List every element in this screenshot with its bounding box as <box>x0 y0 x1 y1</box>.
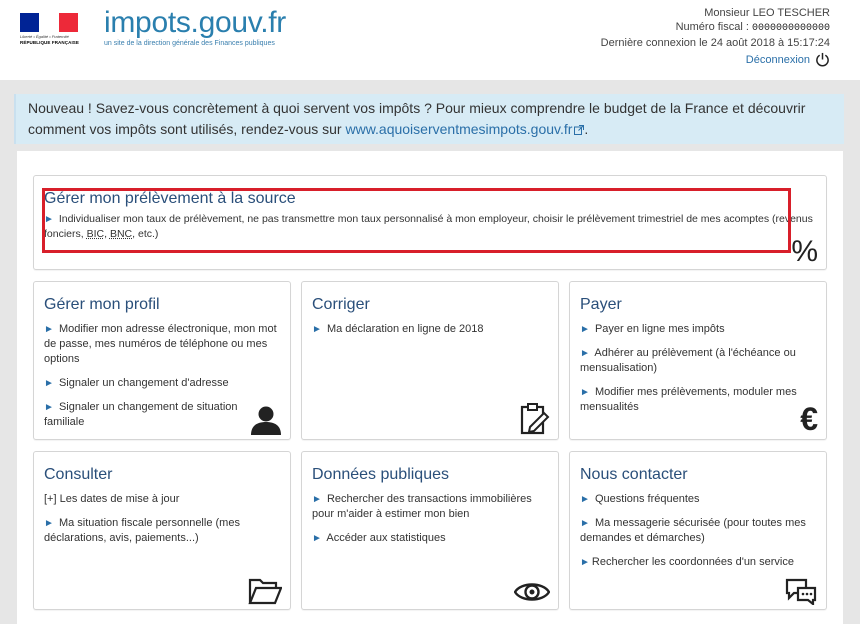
card-link[interactable]: ► Signaler un changement d'adresse <box>44 377 229 389</box>
card-title[interactable]: Consulter <box>44 466 113 483</box>
card-link[interactable]: [+] Les dates de mise à jour <box>44 493 180 505</box>
abbr-bic: BIC <box>86 228 105 240</box>
fiscal-value: 0000000000000 <box>751 23 830 34</box>
brand[interactable] <box>104 6 286 47</box>
user-icon <box>250 405 282 435</box>
arrow-icon: ► <box>44 324 54 335</box>
power-icon <box>815 52 830 67</box>
card-link[interactable]: ► Ma messagerie sécurisée (pour toutes mes demandes et démarches) <box>580 517 806 544</box>
banner-text: Nouveau ! Savez-vous concrètement à quoi servent vos impôts ? Pour mieux comprendre le budget de la France et découvrir comment vos impôts sont utilisés, rendez-vous sur <box>28 100 806 137</box>
logout-label: Déconnexion <box>745 53 810 66</box>
percent-icon: % <box>791 235 818 268</box>
card-title[interactable]: Payer <box>580 296 622 313</box>
card-link[interactable]: ► Individualiser mon taux de prélèvement, ne pas transmettre mon taux personnalisé à mon employeur, choisir le prélèvement trimestriel de mes acomptes (revenus fonciers, BIC, BNC, etc.) <box>44 213 813 240</box>
banner-tail: . <box>584 121 589 137</box>
arrow-icon: ► <box>312 494 322 505</box>
arrow-icon: ► <box>312 324 322 335</box>
info-banner <box>14 94 844 144</box>
arrow-icon: ► <box>580 518 590 529</box>
user-name: Monsieur LEO TESCHER <box>704 7 830 19</box>
card-link[interactable]: ► Ma situation fiscale personnelle (mes déclarations, avis, paiements...) <box>44 517 240 544</box>
card-title[interactable]: Données publiques <box>312 466 449 483</box>
brand-subtitle: un site de la direction générale des Finances publiques <box>104 40 275 47</box>
euro-icon: € <box>800 401 818 437</box>
clipboard-edit-icon <box>520 403 550 435</box>
user-info <box>601 6 830 67</box>
card-link[interactable]: ► Accéder aux statistiques <box>312 532 446 544</box>
logout-link[interactable] <box>746 52 830 67</box>
card-link[interactable]: ► Adhérer au prélèvement (à l'échéance ou mensualisation) <box>580 347 796 374</box>
card-link[interactable]: ► Payer en ligne mes impôts <box>580 323 725 335</box>
card-payer[interactable] <box>569 281 827 440</box>
card-consulter[interactable] <box>33 451 291 610</box>
card-donnees-publiques[interactable] <box>301 451 559 610</box>
gov-name: RÉPUBLIQUE FRANÇAISE <box>20 40 80 45</box>
card-link[interactable]: ► Rechercher des transactions immobilières pour m'aider à estimer mon bien <box>312 493 532 520</box>
arrow-icon: ► <box>44 518 54 529</box>
abbr-bnc: BNC <box>109 228 133 240</box>
fiscal-label: Numéro fiscal : <box>675 21 749 33</box>
banner-link[interactable]: www.aquoiserventmesimpots.gouv.fr <box>345 121 573 137</box>
gov-motto: Liberté • Égalité • Fraternité <box>20 34 69 39</box>
card-link[interactable]: ► Questions fréquentes <box>580 493 700 505</box>
card-title[interactable]: Nous contacter <box>580 466 688 483</box>
chat-bubbles-icon <box>784 577 818 605</box>
card-link[interactable]: ► Ma déclaration en ligne de 2018 <box>312 323 484 335</box>
fiscal-number <box>601 20 830 36</box>
highlight-box <box>42 188 791 253</box>
arrow-icon: ► <box>580 387 590 398</box>
folder-icon <box>248 577 282 605</box>
card-title[interactable]: Gérer mon profil <box>44 296 160 313</box>
site-header <box>0 0 860 80</box>
card-nous-contacter[interactable] <box>569 451 827 610</box>
arrow-icon: ► <box>580 348 590 359</box>
card-title[interactable]: Corriger <box>312 296 370 313</box>
eye-icon <box>514 579 550 605</box>
card-corriger[interactable] <box>301 281 559 440</box>
card-link[interactable]: ► Modifier mon adresse électronique, mon mot de passe, mes numéros de téléphone ou mes options <box>44 323 277 365</box>
arrow-icon: ► <box>580 324 590 335</box>
arrow-icon: ► <box>44 214 54 225</box>
card-link[interactable]: ► Signaler un changement de situation familiale <box>44 401 238 428</box>
arrow-icon: ► <box>580 494 590 505</box>
card-gerer-profil[interactable] <box>33 281 291 440</box>
marianne-logo[interactable] <box>20 13 78 53</box>
arrow-icon: ► <box>312 533 322 544</box>
last-login: Dernière connexion le 24 août 2018 à 15:17:24 <box>600 37 830 49</box>
arrow-icon: ► <box>44 378 54 389</box>
card-link[interactable]: ► Modifier mes prélèvements, moduler mes mensualités <box>580 386 797 413</box>
card-link[interactable]: ► Rechercher les coordonnées d'un service <box>580 556 794 568</box>
tricolor-flag-icon <box>20 13 78 32</box>
external-link-icon <box>574 125 584 135</box>
card-title[interactable]: Gérer mon prélèvement à la source <box>44 190 296 207</box>
arrow-icon: ► <box>44 402 54 413</box>
brand-logo: impots.gouv.fr <box>104 6 286 39</box>
arrow-icon: ► <box>580 557 590 568</box>
